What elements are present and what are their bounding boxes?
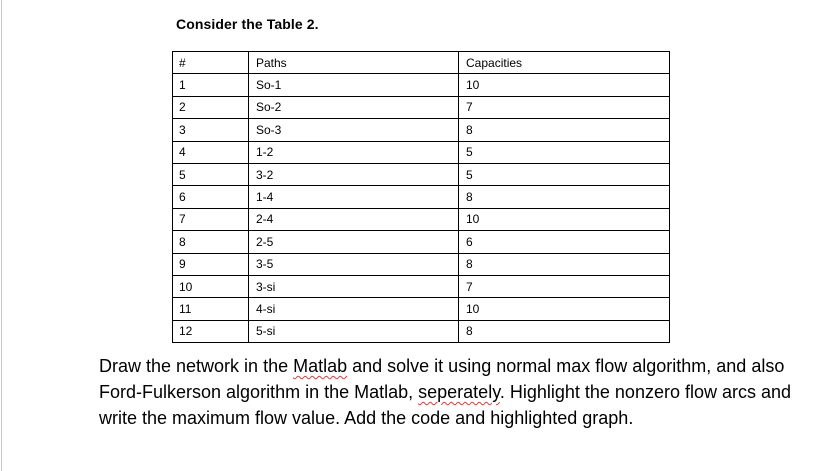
table-row (173, 253, 670, 275)
row-path-cell: So-3 (249, 119, 459, 141)
table-row (173, 275, 670, 297)
table-row (173, 119, 670, 141)
row-path-cell: 3-2 (249, 163, 459, 185)
row-number-cell: 8 (173, 231, 249, 253)
page-left-edge (1, 0, 2, 471)
row-path-cell: So-2 (249, 96, 459, 118)
row-number-cell: 1 (173, 74, 249, 96)
table-row (173, 141, 670, 163)
row-number-cell: 5 (173, 163, 249, 185)
row-number-cell: 3 (173, 119, 249, 141)
row-path-cell: 2-4 (249, 208, 459, 230)
row-capacity-cell: 7 (459, 96, 670, 118)
table-row (173, 96, 670, 118)
row-capacity-cell: 6 (459, 231, 670, 253)
spellcheck-word-matlab: Matlab (293, 356, 348, 376)
spellcheck-word-seperately: seperately (418, 382, 500, 402)
row-path-cell: 5-si (249, 320, 459, 342)
table-heading: Consider the Table 2. (176, 16, 319, 32)
row-capacity-cell: 10 (459, 208, 670, 230)
row-capacity-cell: 7 (459, 275, 670, 297)
row-number-cell: 2 (173, 96, 249, 118)
row-capacity-cell: 5 (459, 141, 670, 163)
header-paths: Paths (249, 52, 459, 74)
instruction-text-3: . Highlight the nonzero flow arcs and write the maximum flow value. Add the code and highlighted graph. (99, 382, 792, 428)
row-path-cell: 1-2 (249, 141, 459, 163)
instruction-text-2: and solve it using normal max flow algorithm, and also Ford-Fulkerson algorithm in the Matlab, (99, 356, 785, 402)
table-row (173, 74, 670, 96)
table-row (173, 320, 670, 342)
instruction-paragraph (99, 353, 799, 431)
instruction-text-1: Draw the network in the (99, 356, 294, 376)
row-capacity-cell: 8 (459, 253, 670, 275)
row-path-cell: 2-5 (249, 231, 459, 253)
table-row (173, 298, 670, 320)
table-header-row (173, 52, 670, 74)
header-number: # (173, 52, 249, 74)
header-capacities: Capacities (459, 52, 670, 74)
row-path-cell: 4-si (249, 298, 459, 320)
row-path-cell: 1-4 (249, 186, 459, 208)
paths-capacities-table (172, 51, 670, 343)
row-capacity-cell: 8 (459, 320, 670, 342)
table-body (173, 74, 670, 343)
row-capacity-cell: 10 (459, 74, 670, 96)
table-row (173, 163, 670, 185)
row-number-cell: 10 (173, 275, 249, 297)
row-path-cell: 3-si (249, 275, 459, 297)
row-number-cell: 12 (173, 320, 249, 342)
row-number-cell: 11 (173, 298, 249, 320)
row-capacity-cell: 5 (459, 163, 670, 185)
table-row (173, 208, 670, 230)
row-number-cell: 9 (173, 253, 249, 275)
row-capacity-cell: 8 (459, 119, 670, 141)
row-capacity-cell: 10 (459, 298, 670, 320)
row-number-cell: 6 (173, 186, 249, 208)
table-row (173, 186, 670, 208)
row-capacity-cell: 8 (459, 186, 670, 208)
table-row (173, 231, 670, 253)
row-path-cell: 3-5 (249, 253, 459, 275)
row-path-cell: So-1 (249, 74, 459, 96)
row-number-cell: 4 (173, 141, 249, 163)
row-number-cell: 7 (173, 208, 249, 230)
